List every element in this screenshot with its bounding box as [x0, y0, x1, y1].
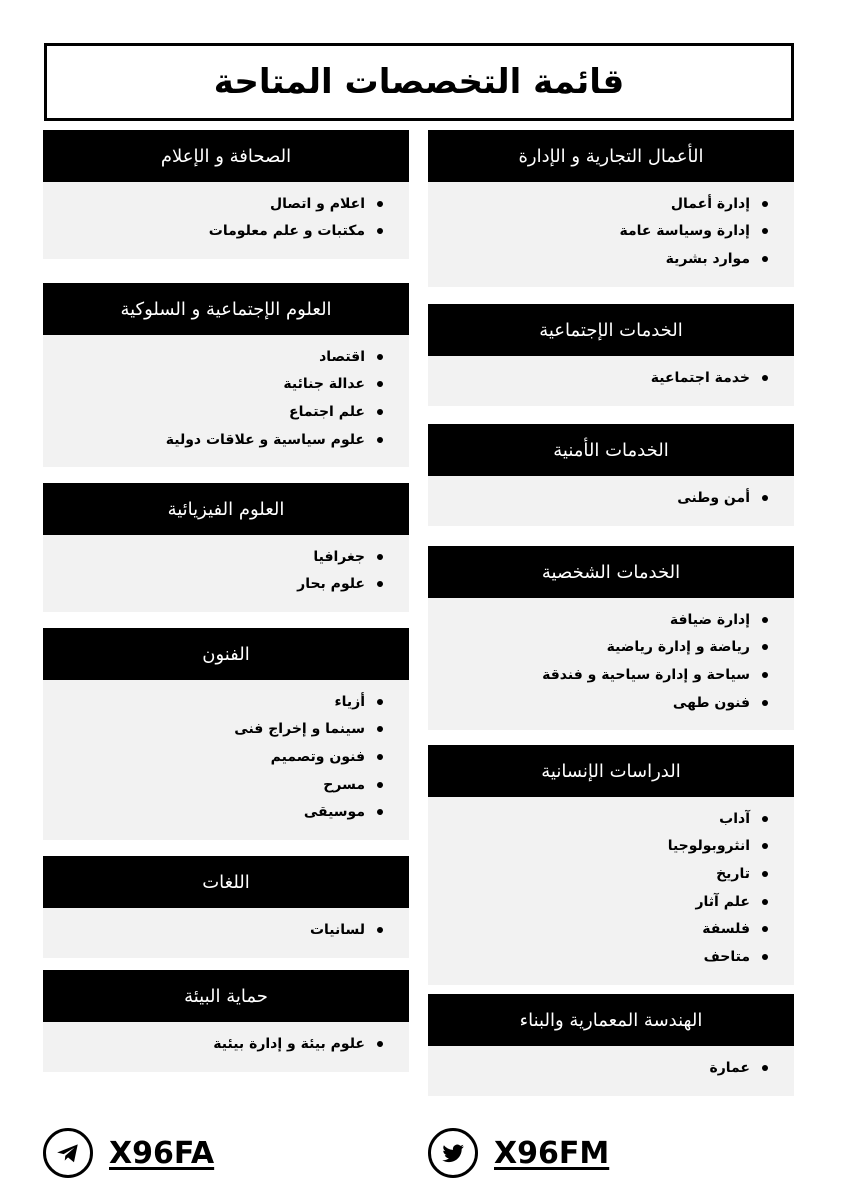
list-item: علوم بحار — [53, 571, 383, 599]
list-item: إدارة وسياسة عامة — [438, 218, 768, 246]
section-heading: اللغات — [43, 856, 409, 908]
section-physical-sciences — [43, 483, 409, 612]
section-architecture-construction — [428, 994, 794, 1096]
section-languages — [43, 856, 409, 958]
section-humanities — [428, 745, 794, 985]
section-security-services — [428, 424, 794, 526]
section-heading: حماية البيئة — [43, 970, 409, 1022]
telegram-icon — [43, 1128, 93, 1178]
list-item: علوم سياسية و علاقات دولية — [53, 426, 383, 454]
list-item: فلسفة — [438, 915, 768, 943]
list-item: اقتصاد — [53, 343, 383, 371]
list-item: إدارة ضيافة — [438, 606, 768, 634]
list-item: سينما و إخراج فنى — [53, 716, 383, 744]
list-item: موارد بشرية — [438, 245, 768, 273]
list-item: مسرح — [53, 771, 383, 799]
section-heading: العلوم الفيزيائية — [43, 483, 409, 535]
twitter-icon — [428, 1128, 478, 1178]
list-item: لسانيات — [53, 916, 383, 944]
list-item: أزياء — [53, 688, 383, 716]
list-item: آداب — [438, 805, 768, 833]
section-heading: الدراسات الإنسانية — [428, 745, 794, 797]
list-item: رياضة و إدارة رياضية — [438, 634, 768, 662]
twitter-link[interactable] — [428, 1128, 609, 1178]
list-item: متاحف — [438, 943, 768, 971]
section-heading: الفنون — [43, 628, 409, 680]
page-title: قائمة التخصصات المتاحة — [44, 43, 794, 121]
list-item: سياحة و إدارة سياحية و فندقة — [438, 661, 768, 689]
telegram-handle[interactable]: X96FA — [109, 1135, 215, 1171]
section-heading: الخدمات الشخصية — [428, 546, 794, 598]
section-heading: الخدمات الإجتماعية — [428, 304, 794, 356]
section-heading: العلوم الإجتماعية و السلوكية — [43, 283, 409, 335]
list-item: عدالة جنائية — [53, 371, 383, 399]
list-item: خدمة اجتماعية — [438, 364, 768, 392]
section-environmental-protection — [43, 970, 409, 1072]
section-heading: الصحافة و الإعلام — [43, 130, 409, 182]
section-social-services — [428, 304, 794, 406]
twitter-handle[interactable]: X96FM — [494, 1135, 610, 1171]
section-business-administration — [428, 130, 794, 287]
list-item: جغرافيا — [53, 543, 383, 571]
list-item: فنون طهى — [438, 689, 768, 717]
section-heading: الخدمات الأمنية — [428, 424, 794, 476]
telegram-link[interactable] — [43, 1128, 214, 1178]
list-item: فنون وتصميم — [53, 743, 383, 771]
list-item: علوم بيئة و إدارة بيئية — [53, 1030, 383, 1058]
list-item: اعلام و اتصال — [53, 190, 383, 218]
list-item: مكتبات و علم معلومات — [53, 218, 383, 246]
list-item: تاريخ — [438, 860, 768, 888]
list-item: عمارة — [438, 1054, 768, 1082]
list-item: إدارة أعمال — [438, 190, 768, 218]
list-item: موسيقى — [53, 798, 383, 826]
section-heading: الهندسة المعمارية والبناء — [428, 994, 794, 1046]
section-journalism-media — [43, 130, 409, 259]
list-item: علم اجتماع — [53, 398, 383, 426]
section-heading: الأعمال التجارية و الإدارة — [428, 130, 794, 182]
section-arts — [43, 628, 409, 840]
list-item: انثروبولوجيا — [438, 833, 768, 861]
section-social-behavioral-sciences — [43, 283, 409, 467]
list-item: علم آثار — [438, 888, 768, 916]
list-item: أمن وطنى — [438, 484, 768, 512]
section-personal-services — [428, 546, 794, 730]
